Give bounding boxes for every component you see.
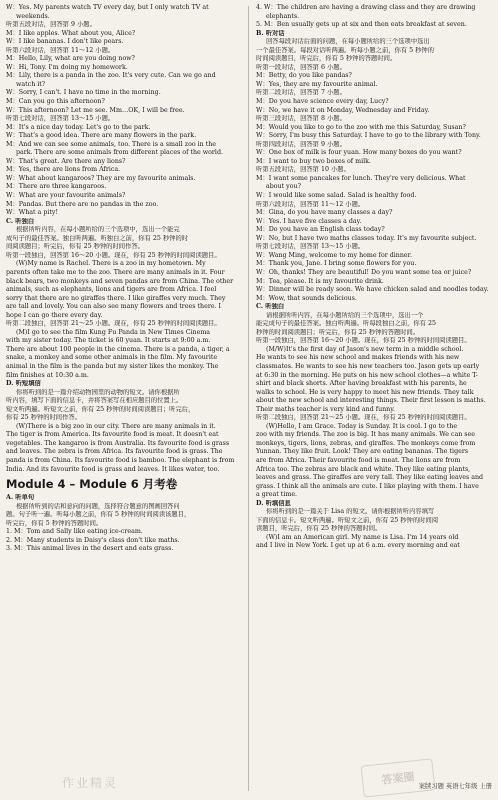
- page-footer: 案牍习题 英语七年级 上册: [418, 783, 492, 790]
- text-line: (W)I am an American girl. My name is Lisa. I'm 14 years old: [266, 533, 459, 541]
- text-line: He wants to see his new school and makes friends with his new: [256, 354, 460, 362]
- text-line: W：No, but I have two maths classes today. It's my favourite subject.: [256, 234, 477, 242]
- text-line: a great time.: [256, 491, 298, 499]
- watermark-text: 作业精灵: [62, 776, 119, 790]
- text-line: W：I would like some salad. Salad is healthy food.: [256, 192, 417, 200]
- text-line: W：What are your favourite animals?: [6, 192, 126, 200]
- text-line: 听第七段对话，回答第 13～15 小题。: [6, 115, 115, 123]
- text-line: 听第一段独白，回答第 16～20 小题。现在，你有 25 秒钟的时间阅读题目。: [6, 251, 221, 259]
- text-line: M：Thank you, Jane. I bring some flowers for you.: [256, 260, 417, 268]
- text-line: animals, such as elephants, lions and tigers are from Africa. I feel: [6, 286, 217, 294]
- text-line: hope I can go there every day.: [6, 311, 103, 319]
- text-line: watch it?: [16, 80, 46, 88]
- text-line: M：Would you like to go to the zoo with me this Saturday, Susan?: [256, 123, 466, 131]
- text-line: W：Yes, they are my favourite animal.: [256, 80, 378, 88]
- text-line: snake, a monkey and some other animals in the film. My favourite: [6, 354, 218, 362]
- left-column: [6, 4, 242, 554]
- text-line: 听第一段对话，回答第 6 小题。: [256, 63, 346, 71]
- text-line: W：Dinner will be ready soon. We have chicken salad and noodles today.: [256, 286, 489, 294]
- text-line: W：Yes. I have five classes a day.: [256, 217, 362, 225]
- text-line: 能完成句子的最佳答案。独白听两遍。听每段独白之前，你有 25: [256, 320, 437, 328]
- text-line: 间阅读题目；听完后，你有 25 秒钟的时间作答。: [6, 243, 144, 251]
- text-line: at 6:30 in the morning. He puts on his new school clothes—a white T-: [256, 371, 478, 379]
- text-line: M：Gina, do you have many classes a day?: [256, 209, 393, 217]
- text-line: 听第二段独白，回答第 21～25 小题。现在，你有 25 秒钟的时间阅读题目。: [6, 320, 221, 328]
- text-line: 你有 25 秒钟的时间作答。: [6, 414, 81, 422]
- text-line: (W)My name is Rachel. There is a zoo in my hometown. My: [16, 260, 206, 268]
- text-line: A. 听单句: [6, 494, 35, 502]
- text-line: M：I like apples. What about you, Alice?: [6, 29, 136, 37]
- text-line: W：Wang Ming, welcome to my home for dinner.: [256, 251, 412, 259]
- text-line: (W)Hello, I am Grace. Today is Sunday. It is cool. I go to the: [266, 422, 458, 430]
- text-line: leaves and grass. The giraffes are very tall. They like eating leaves and: [256, 474, 484, 482]
- text-line: M：And we can see some animals, too. There is a small zoo in the: [6, 140, 217, 148]
- text-line: (M)I go to see the film Kung Fu Panda in New Times Cinema: [16, 328, 211, 336]
- right-column: [256, 4, 492, 551]
- text-line: 下面的信息卡。短文听两遍。听短文之前，你有 25 秒钟的时间阅: [256, 516, 439, 524]
- text-line: Their maths teacher is very kind and funny.: [256, 405, 395, 413]
- text-line: The tiger is from America. Its favourite food is meat. It doesn't eat: [6, 431, 219, 439]
- text-line: W：No, we have it on Monday, Wednesday and Friday.: [256, 106, 430, 114]
- text-line: with my sister today. The ticket is 60 yuan. It starts at 9:00 a.m.: [6, 337, 211, 345]
- text-line: W：Sorry, I can't. I have no time in the morning.: [6, 89, 161, 97]
- text-line: 听第五段对话，回答第 10 小题。: [256, 166, 350, 174]
- text-line: M：Hello, Lily, what are you doing now?: [6, 55, 135, 63]
- text-line: 回答每段对话后面的问题，在每小题所给的三个选项中选出: [266, 38, 430, 46]
- text-line: 时间阅读题目，听完后，你有 5 秒钟的答题时间。: [256, 55, 397, 63]
- text-line: W：One box of milk is four yuan. How many boxes do you want?: [256, 149, 462, 157]
- text-line: M：Do you have science every day, Lucy?: [256, 98, 389, 106]
- text-line: 5. M：Ben usually gets up at six and then eats breakfast at seven.: [256, 21, 467, 29]
- text-line: M：Pandas. But there are no pandas in the zoo.: [6, 200, 159, 208]
- text-line: M：Wow, that sounds delicious.: [256, 294, 357, 302]
- text-line: elephants.: [266, 12, 300, 20]
- text-line: M：Tea, please. It is my favourite drink.: [256, 277, 384, 285]
- module-title: Module 4 – Module 6 月考卷: [6, 477, 178, 492]
- text-line: C. 听独白: [256, 303, 285, 311]
- text-line: There are about 100 people in the cinema. There is a panda, a tiger, a: [6, 345, 230, 353]
- text-line: park. There are some animals from different places of the world.: [16, 149, 223, 157]
- text-line: vegetables. The kangaroo is from Australia. Its favourite food is grass: [6, 439, 230, 447]
- text-line: 1. M：Tom and Sally like eating ice-cream.: [6, 528, 143, 536]
- text-line: and leaves. The zebra is from Africa. Its favourite food is grass. The: [6, 448, 223, 456]
- text-line: 听第一段独白，回答第 16～20 小题。现在，你有 25 秒钟的时间阅读题目。: [256, 337, 471, 345]
- text-line: are from Africa. Their favourite food is meat. The lions are from: [256, 456, 461, 464]
- text-line: M：Do you have an English class today?: [256, 226, 385, 234]
- text-line: 秒钟的时间阅读题目；听完后，你有 25 秒钟的答题时间。: [256, 328, 420, 336]
- text-line: 听第六段对话，回答第 11～12 小题。: [256, 200, 365, 208]
- column-divider: [248, 6, 249, 791]
- text-line: W：That's a good idea. There are many flowers in the park.: [6, 132, 197, 140]
- text-line: walks to school. He is very happy to meet his new friends. They talk: [256, 388, 474, 396]
- text-line: M：Yes, there are lions from Africa.: [6, 166, 121, 174]
- text-line: panda is from China. Its favourite food is bamboo. The elephant is from: [6, 456, 235, 464]
- text-line: M：Can you go this afternoon?: [6, 98, 105, 106]
- text-line: W：What about kangaroos? They are my favourite animals.: [6, 174, 196, 182]
- text-line: shirt and black shorts. After having breakfast with his parents, he: [256, 380, 467, 388]
- answer-stamp-logo: 答案圈: [361, 758, 436, 797]
- text-line: film finishes at 10:30 a.m.: [6, 371, 89, 379]
- text-line: B. 听对话: [256, 29, 285, 37]
- text-line: about the new school and interesting things. Their first lesson is maths.: [256, 397, 486, 405]
- text-line: 听第二段对话，回答第 7 小题。: [256, 89, 346, 97]
- text-line: M：I want to buy two boxes of milk.: [256, 157, 371, 165]
- text-line: 3. M：This animal lives in the desert and eats grass.: [6, 545, 174, 553]
- text-line: are tall and lovely. You can also see many flowers and trees there. I: [6, 303, 222, 311]
- text-line: Africa too. The zebras are black and white. They like eating plants,: [256, 465, 471, 473]
- text-line: 听第六段对话，回答第 11～12 小题。: [6, 46, 115, 54]
- text-line: W：I like bananas. I don't like pears.: [6, 38, 124, 46]
- text-line: W：Sorry, I'm busy this Saturday. I have to go to the library with Tony.: [256, 132, 481, 140]
- text-line: D. 听短填信: [6, 380, 41, 388]
- text-line: 一个最佳答案。每段对话听两遍。听每小题之前，你有 5 秒钟的: [256, 46, 435, 54]
- text-line: M：Lily, there is a panda in the zoo. It's very cute. Can we go and: [6, 72, 216, 80]
- text-line: classmates. He wants to see his new teachers too. Jason gets up early: [256, 362, 480, 370]
- text-line: parents often take me to the zoo. There are many animals in it. Four: [6, 268, 225, 276]
- text-line: 根据所听到的话和意向的问题，选择符合题意的图画回答问: [16, 502, 180, 510]
- text-line: 听内容，填写下面的信息卡，并将答案写在相应题目的位置上。: [6, 397, 183, 405]
- text-line: (M/W)It's the first day of Jason's new term in a middle school.: [266, 345, 464, 353]
- text-line: sorry that there are no giraffes there. I like giraffes very much. They: [6, 294, 226, 302]
- text-line: 请根据所听内容，在每小题所给的三个选项中，选出一个: [266, 311, 424, 319]
- text-line: 根据所听内容，在每小题所给的三个选项中，选出一个能完: [16, 226, 180, 234]
- text-line: Yunnan. They like fruit. Look! They are eating bananas. The tigers: [256, 448, 469, 456]
- text-line: black bears, two monkeys and seven pandas are from China. The other: [6, 277, 234, 285]
- text-line: (W)There is a big zoo in our city. There are many animals in it.: [16, 422, 216, 430]
- text-line: 你将听到的是一篇关于 Lisa 的短文。请你根据所听内容填写: [266, 508, 435, 516]
- text-line: W：Oh, thanks! They are beautiful! Do you want some tea or juice?: [256, 268, 472, 276]
- text-line: about you?: [266, 183, 301, 191]
- text-line: 听第三段对话，回答第 8 小题。: [256, 115, 346, 123]
- text-line: M：There are three kangaroos.: [6, 183, 107, 191]
- text-line: 4. W：The children are having a drawing class and they are drawing: [256, 4, 476, 11]
- text-line: and I live in New York. I get up at 6 a.m. every morning and eat: [256, 542, 460, 550]
- text-line: W：This afternoon? Let me see. Mm…OK, I will be free.: [6, 106, 185, 114]
- text-line: 听第七段对话，回答第 13～15 小题。: [256, 243, 365, 251]
- text-line: 听第四段对话，回答第 9 小题。: [256, 140, 346, 148]
- text-line: M：Betty, do you like pandas?: [256, 72, 352, 80]
- text-line: animal in the film is the panda but my sister likes the monkey. The: [6, 362, 219, 370]
- text-line: grass. I think all the animals are cute. I like playing with them. I have: [256, 482, 479, 490]
- text-line: 听第二段独白，回答第 21～25 小题。现在，你有 25 秒钟的时间阅读题目。: [256, 414, 471, 422]
- text-line: 题。句子听一遍。听每小题之前，你有 5 秒钟的时间阅读该题目，: [6, 511, 191, 519]
- text-line: 成句子的最佳答案。独白听两遍。听独白之前，你有 25 秒钟的时: [6, 234, 189, 242]
- text-line: 短文听两遍。听短文之前，你有 25 秒钟的时间阅读题目；听完后，: [6, 405, 195, 413]
- text-line: 你将听到的是一篇介绍动物园里的动物的短文。请你根据所: [16, 388, 180, 396]
- text-line: 听第五段对话，回答第 9 小题。: [6, 21, 96, 29]
- text-line: W：What a pity!: [6, 209, 59, 217]
- text-line: W：Hi, Tony. I'm doing my homework.: [6, 63, 128, 71]
- text-line: W：That's great. Are there any lions?: [6, 157, 126, 165]
- text-line: zoo with my friends. The zoo is big. It has many animals. We can see: [256, 431, 475, 439]
- text-line: monkeys, tigers, lions, zebras, and giraffes. The monkeys come from: [256, 439, 476, 447]
- text-line: India. And its favourite food is grass and leaves. It likes water, too.: [6, 465, 220, 473]
- text-line: M：I want some pancakes for lunch. They're very delicious. What: [256, 174, 466, 182]
- text-line: 读题目，听完后，你有 25 秒钟的答题时间。: [256, 525, 382, 533]
- text-line: 2. M：Many students in Daisy's class don't like maths.: [6, 536, 180, 544]
- text-line: W：Yes. My parents watch TV every day, but I only watch TV at: [6, 4, 209, 11]
- text-line: 听完后，你有 5 秒钟的答题时间。: [6, 519, 103, 527]
- text-line: D. 听填信息: [256, 499, 291, 507]
- text-line: weekends.: [16, 12, 50, 20]
- text-line: C. 听独白: [6, 217, 35, 225]
- text-line: M：It's a nice day today. Let's go to the park.: [6, 123, 151, 131]
